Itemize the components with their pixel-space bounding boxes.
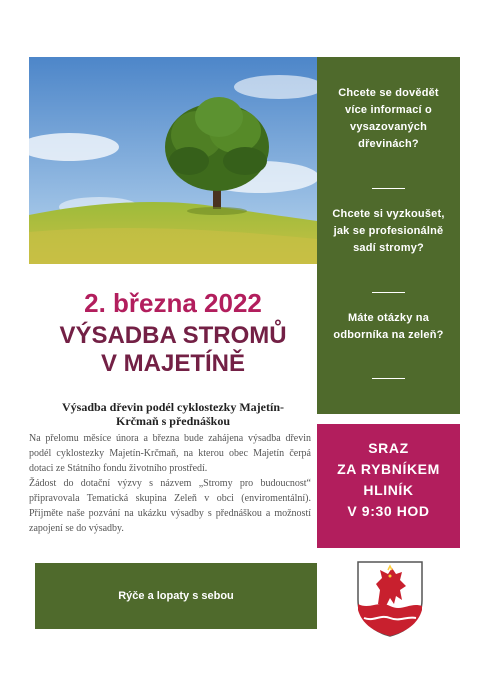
- meeting-line-1: SRAZ: [368, 440, 409, 456]
- question-expert: Máte otázky na odborníka na zeleň?: [333, 312, 444, 341]
- body-paragraph-2: Žádost do dotační výzvy s názvem „Stromy pro budoucnost“ připravovala Tematická skupina Zeleň v obci (enviromentální). Přijměte naše pozvání na ukázku výsadby s přednáškou a možností zapojení se do výsadby.: [29, 478, 311, 534]
- meeting-line-2: ZA RYBNÍKEM: [337, 461, 440, 477]
- info-questions-panel: [317, 57, 460, 414]
- coat-of-arms-icon: [356, 560, 424, 638]
- bring-tools-box: [35, 563, 317, 629]
- event-title-line-2: V MAJETÍNĚ: [100, 350, 246, 377]
- bring-tools-label: Rýče a lopaty s sebou: [118, 590, 234, 602]
- body-paragraph-1: Na přelomu měsíce února a března bude zahájena výsadba dřevin podél cyklostezky Majetín-Krčmaň, na kterou obec Majetín čerpá dotaci ze Státního fondu životního prostředí.: [29, 433, 311, 474]
- tree-meadow-image: [29, 57, 317, 264]
- event-title: [29, 322, 317, 378]
- divider: [372, 188, 405, 189]
- meeting-line-3: HLINÍK: [363, 482, 414, 498]
- meeting-point-box: [317, 424, 460, 548]
- meeting-line-4: V 9:30 HOD: [347, 503, 430, 519]
- event-title-line-1: VÝSADBA STROMŮ: [59, 322, 287, 349]
- divider: [372, 292, 405, 293]
- divider: [372, 378, 405, 379]
- event-date: 2. března 2022: [84, 288, 262, 318]
- event-subtitle: Výsadba dřevin podél cyklostezky Majetín-Krčmaň s přednáškou: [62, 400, 284, 428]
- tree-photo: [29, 57, 317, 264]
- question-planting-try: Chcete si vyzkoušet, jak se profesionálně sadí stromy?: [332, 208, 445, 254]
- question-tree-info: Chcete se dovědět více informací o vysazovaných dřevinách?: [338, 87, 439, 150]
